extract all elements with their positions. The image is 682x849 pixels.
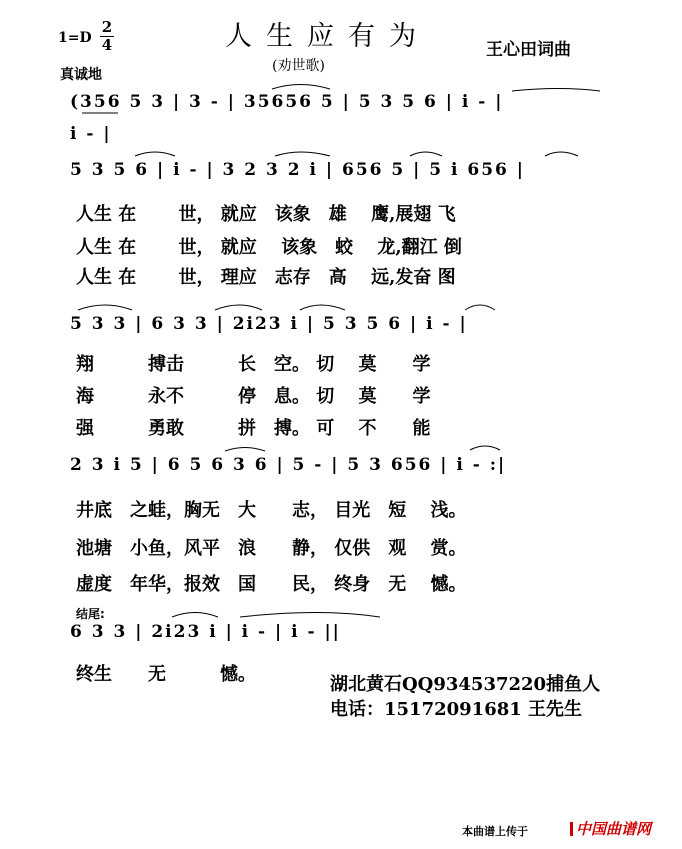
lyric-verse-3: 人生 在 世， 理应 志存 高 远,发奋 图 [76,267,456,288]
notation-line-6: 6 3 3 | 2i23 i | i - | i - || [70,622,341,642]
composer-credit: 王心田词曲 [486,40,571,60]
slur-arc [272,85,330,90]
lyric-verse-3: 虚度 年华，报效 国 民， 终身 无 憾。 [76,574,467,595]
lyric-verse-2: 池塘 小鱼，风平 浪 静， 仅供 观 赏。 [76,538,467,559]
logo-bar-icon [570,822,573,836]
lyric-verse-1: 翔 搏击 长 空。 切 莫 学 [76,354,431,375]
slur-arc [225,448,265,452]
arranger-contact: 湖北黄石QQ934537220捕鱼人 [330,674,601,695]
arranger-phone: 电话：15172091681 王先生 [330,699,583,720]
slur-arc [410,152,442,156]
lyric-verse-3: 强 勇敢 拼 搏。 可 不 能 [76,418,431,439]
logo-text: 中国曲谱网 [576,820,652,838]
time-numerator: 2 [101,18,113,36]
ending-label: 结尾: [76,607,105,621]
notation-line-4: 5 3 3 | 6 3 3 | 2i23 i | 5 3 5 6 | i - | [70,314,468,334]
key-signature: 1=D [58,30,92,46]
slur-arc [240,613,380,618]
lyric-verse-1: 井底 之蛙，胸无 大 志， 目光 短 浅。 [76,500,467,521]
upload-note: 本曲谱上传于 [462,825,528,838]
lyric-verse-2: 人生 在 世， 就应 该象 蛟 龙,翻江 倒 [76,237,462,258]
slur-arc [512,89,600,92]
slur-arc [215,305,262,310]
lyric-ending: 终生 无 憾。 [76,664,256,685]
tempo-marking: 真诚地 [60,67,102,83]
site-logo [570,818,651,839]
slur-arc [300,305,345,310]
song-title: 人生应有为 [225,21,430,52]
slur-arc [545,152,578,156]
slur-arc [275,152,330,156]
lyric-verse-1: 人生 在 世， 就应 该象 雄 鹰,展翅 飞 [76,204,456,225]
time-denominator: 4 [101,36,113,54]
notation-line-5: 2 3 i 5 | 6 5 6 3 6 | 5 - | 5 3 656 | i - :| [70,455,507,475]
notation-line-1: (356 5 3 | 3 - | 35656 5 | 5 3 5 6 | i - | [70,92,504,112]
slur-arc [470,446,500,450]
notation-line-3: 5 3 5 6 | i - | 3 2 3 2 i | 656 5 | 5 i 656 | [70,160,525,180]
notation-line-2: i - | [70,124,112,144]
slur-arc [135,152,175,156]
song-subtitle: (劝世歌) [272,58,325,74]
slur-arc [465,305,495,310]
slur-arc [172,613,218,618]
slur-arc [78,305,132,310]
lyric-verse-2: 海 永不 停 息。 切 莫 学 [76,386,431,407]
